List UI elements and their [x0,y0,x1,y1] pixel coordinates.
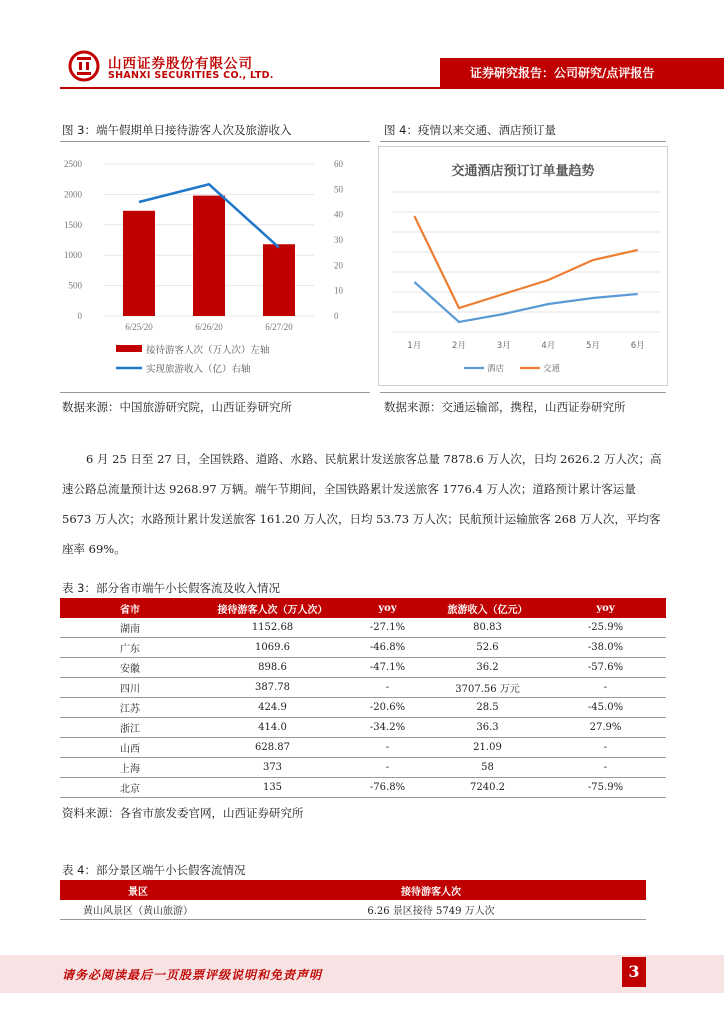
table3-cell: 58 [430,758,545,778]
table3-cell: - [345,678,430,698]
table3-cell: -45.0% [545,698,666,718]
chart-frame [379,147,668,386]
table3-cell: - [345,758,430,778]
legend-label-hotel: 酒店 [487,364,505,374]
table4-cell: 6.26 景区接待 5749 万人次 [216,900,646,920]
y-left-tick-label: 0 [77,311,82,321]
table3-cell: -75.9% [545,778,666,798]
table3-cell: 628.87 [200,738,345,758]
table3-cell: - [345,738,430,758]
table3-cell: -25.9% [545,618,666,638]
figure3-source: 数据来源：中国旅游研究院，山西证券研究所 [62,400,292,414]
y-right-tick-label: 30 [334,235,343,245]
table3-cell: -47.1% [345,658,430,678]
table3-row [60,758,666,778]
legend-label-visitors: 接待游客人次（万人次）左轴 [146,345,270,356]
chart-title: 交通酒店预订订单量趋势 [451,164,595,179]
table3-row [60,738,666,758]
table3-row [60,718,666,738]
table3-cell: -76.8% [345,778,430,798]
bar-visitors-6-27-20 [263,244,295,316]
table4-caption: 表 4：部分景区端午小长假客流情况 [62,863,246,877]
y-left-tick-label: 1000 [64,250,82,261]
x-tick-label: 6/27/20 [265,322,293,332]
table3-cell: -38.0% [545,638,666,658]
figure4-source: 数据来源：交通运输部，携程，山西证券研究所 [384,400,626,414]
table3-cell: -27.1% [345,618,430,638]
figure4-bottom-rule [380,392,666,393]
table3-cell: -34.2% [345,718,430,738]
figure4-top-rule [380,141,666,142]
table3-row [60,698,666,718]
y-left-tick-label: 2000 [64,189,82,200]
table3-cell: 36.2 [430,658,545,678]
table3-cell: 414.0 [200,718,345,738]
table3-cell: 27.9% [545,718,666,738]
footer-disclaimer: 请务必阅读最后一页股票评级说明和免责声明 [62,968,323,982]
table3-cell: 387.78 [200,678,345,698]
table3-cell: 424.9 [200,698,345,718]
table3-cell: 3707.56 万元 [430,678,545,698]
table3-cell: -46.8% [345,638,430,658]
table3-cell: 1152.68 [200,618,345,638]
x-tick-label: 4月 [541,341,556,351]
table3-row [60,638,666,658]
table4-container [60,880,646,920]
y-left-tick-label: 1500 [64,219,82,230]
y-right-tick-label: 60 [334,159,343,169]
table3-cell: 安徽 [60,658,200,678]
table3-cell: -57.6% [545,658,666,678]
table3-row [60,658,666,678]
table3-cell: 898.6 [200,658,345,678]
table3-row [60,778,666,798]
x-tick-label: 6月 [630,341,645,351]
table4 [60,881,646,920]
company-name-en: SHANXI SECURITIES CO., LTD. [108,70,274,81]
table3-cell: 373 [200,758,345,778]
y-left-tick-label: 2500 [64,159,82,169]
table4-header-cell: 景区 [60,881,216,900]
table3-cell: 28.5 [430,698,545,718]
figure3-top-rule [60,141,370,142]
figure3-chart [52,148,372,388]
table3-cell: 山西 [60,738,200,758]
table3-cell: 广东 [60,638,200,658]
y-right-tick-label: 0 [334,311,339,321]
table3-cell: 北京 [60,778,200,798]
table3-cell: 上海 [60,758,200,778]
table3-cell: 浙江 [60,718,200,738]
table3-header-cell: 接待游客人次（万人次） [200,599,345,618]
table3-caption: 表 3：部分省市端午小长假客流及收入情况 [62,581,280,595]
table4-header-cell: 接待游客人次 [216,881,646,900]
company-name-cn: 山西证券股份有限公司 [108,56,253,72]
table3-container [60,598,666,798]
x-tick-label: 2月 [452,341,466,351]
table3-cell: 21.09 [430,738,545,758]
table4-row [60,900,646,920]
table3-cell: 四川 [60,678,200,698]
figure3-caption: 图 3：端午假期单日接待游客人次及旅游收入 [62,123,292,137]
table3-row [60,678,666,698]
table3-cell: 135 [200,778,345,798]
legend-label-revenue: 实现旅游收入（亿）右轴 [146,364,251,375]
table3-cell: -20.6% [345,698,430,718]
report-type: 证券研究报告：公司研究/点评报告 [470,66,655,80]
table3 [60,599,666,798]
table3-cell: 52.6 [430,638,545,658]
figure3-bottom-rule [60,392,370,393]
table3-cell: 36.3 [430,718,545,738]
x-tick-label: 6/25/20 [125,322,153,332]
header-divider [60,87,724,89]
table3-cell: 7240.2 [430,778,545,798]
y-left-tick-label: 500 [68,280,82,291]
table4-cell: 黄山风景区（黄山旅游） [60,900,216,920]
body-paragraph: 6 月 25 日至 27 日，全国铁路、道路、水路、民航累计发送旅客总量 7878.6 万人次，日均 2626.2 万人次；高速公路总流量预计达 9268.97 万辆。端午节期间，全国铁路累计发送旅客 1776.4 万人次；道路预计累计客运量 5673 万人次；水路预计累计发送旅客 161.20 万人次，日均 53.73 万人次；民航预计运输旅客 268 万人次，平均客座率 69%。 [62,452,662,556]
table3-cell: 江苏 [60,698,200,718]
figure4-chart [378,146,668,386]
y-right-tick-label: 20 [334,260,343,271]
figure4-caption: 图 4：疫情以来交通、酒店预订量 [384,123,556,137]
company-logo [68,50,100,82]
table3-header-cell: yoy [345,599,430,618]
table3-cell: 湖南 [60,618,200,638]
table3-cell: 80.83 [430,618,545,638]
table3-header-cell: yoy [545,599,666,618]
x-tick-label: 3月 [496,341,511,351]
table3-cell: 1069.6 [200,638,345,658]
x-tick-label: 1月 [407,341,422,351]
table3-cell: - [545,738,666,758]
table3-row [60,618,666,638]
page-number: 3 [622,957,646,987]
table3-header-row [60,599,666,618]
bar-visitors-6-26-20 [193,196,225,316]
y-right-tick-label: 10 [334,285,343,296]
table4-header-row [60,881,646,900]
y-right-tick-label: 50 [334,184,343,195]
bar-visitors-6-25-20 [123,211,155,316]
y-right-tick-label: 40 [334,209,343,220]
legend-label-transport: 交通 [543,364,561,374]
table3-source: 资料来源：各省市旅发委官网，山西证券研究所 [62,806,304,820]
table3-header-cell: 省市 [60,599,200,618]
table3-cell: - [545,758,666,778]
table3-cell: - [545,678,666,698]
table3-header-cell: 旅游收入（亿元） [430,599,545,618]
x-tick-label: 6/26/20 [195,322,223,332]
x-tick-label: 5月 [586,341,600,351]
legend-swatch-visitors [116,345,142,352]
